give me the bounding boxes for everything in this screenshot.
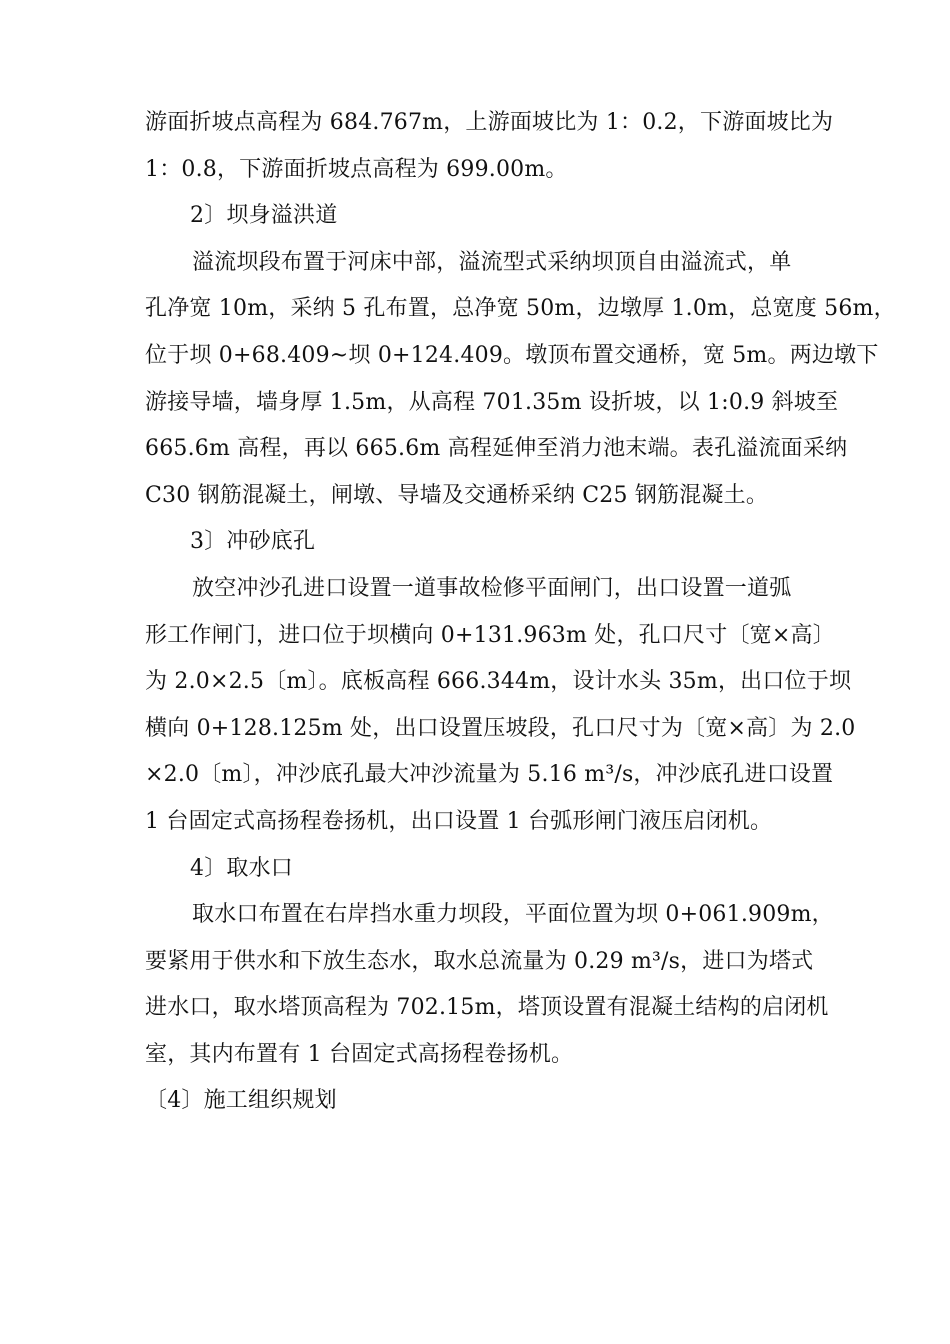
body-text-line: 室，其内布置有 1 台固定式高扬程卷扬机。 [145, 1041, 574, 1067]
paragraph-first-line: 溢流坝段布置于河床中部，溢流型式采纳坝顶自由溢流式，单 [192, 249, 792, 275]
subsection-heading-spillway: 2〕坝身溢洪道 [190, 203, 338, 229]
body-text-line: ×2.0〔m〕，冲沙底孔最大冲沙流量为 5.16 m³/s，冲沙底孔进口设置 [145, 762, 834, 788]
section-heading-construction: 〔4〕施工组织规划 [145, 1088, 337, 1114]
paragraph-first-line: 取水口布置在右岸挡水重力坝段，平面位置为坝 0+061.909m， [192, 902, 834, 928]
subsection-heading-sand-flushing: 3〕冲砂底孔 [190, 529, 316, 555]
body-text-line: 游面折坡点高程为 684.767m，上游面坡比为 1：0.2，下游面坡比为 [145, 110, 834, 135]
body-text-line: 形工作闸门，进口位于坝横向 0+131.963m 处，孔口尺寸〔宽×高〕 [145, 622, 835, 648]
document-page [145, 100, 896, 1125]
body-text-line: 要紧用于供水和下放生态水，取水总流量为 0.29 m³/s，进口为塔式 [145, 948, 814, 974]
subsection-heading-water-intake: 4〕取水口 [190, 855, 293, 881]
body-text-line: C30 钢筋混凝土，闸墩、导墙及交通桥采纳 C25 钢筋混凝土。 [145, 482, 769, 508]
body-text-line: 为 2.0×2.5〔m〕。底板高程 666.344m，设计水头 35m，出口位于坝 [145, 669, 852, 695]
body-text-line: 游接导墙，墙身厚 1.5m，从高程 701.35m 设折坡，以 1:0.9 斜坡至 [145, 389, 839, 415]
body-text-line: 横向 0+128.125m 处，出口设置压坡段，孔口尺寸为〔宽×高〕为 2.0 [145, 715, 856, 741]
body-text-line: 孔净宽 10m，采纳 5 孔布置，总净宽 50m，边墩厚 1.0m，总宽度 56m， [145, 296, 896, 322]
body-text-line: 1 台固定式高扬程卷扬机，出口设置 1 台弧形闸门液压启闭机。 [145, 808, 773, 834]
body-text-line: 进水口，取水塔顶高程为 702.15m，塔顶设置有混凝土结构的启闭机 [145, 995, 829, 1021]
body-text-line: 位于坝 0+68.409~坝 0+124.409。墩顶布置交通桥，宽 5m。两边墩下 [145, 342, 879, 368]
paragraph-first-line: 放空冲沙孔进口设置一道事故检修平面闸门，出口设置一道弧 [192, 575, 792, 601]
body-text-line: 1：0.8，下游面折坡点高程为 699.00m。 [145, 156, 568, 182]
body-text-line: 665.6m 高程，再以 665.6m 高程延伸至消力池末端。表孔溢流面采纳 [145, 436, 848, 462]
